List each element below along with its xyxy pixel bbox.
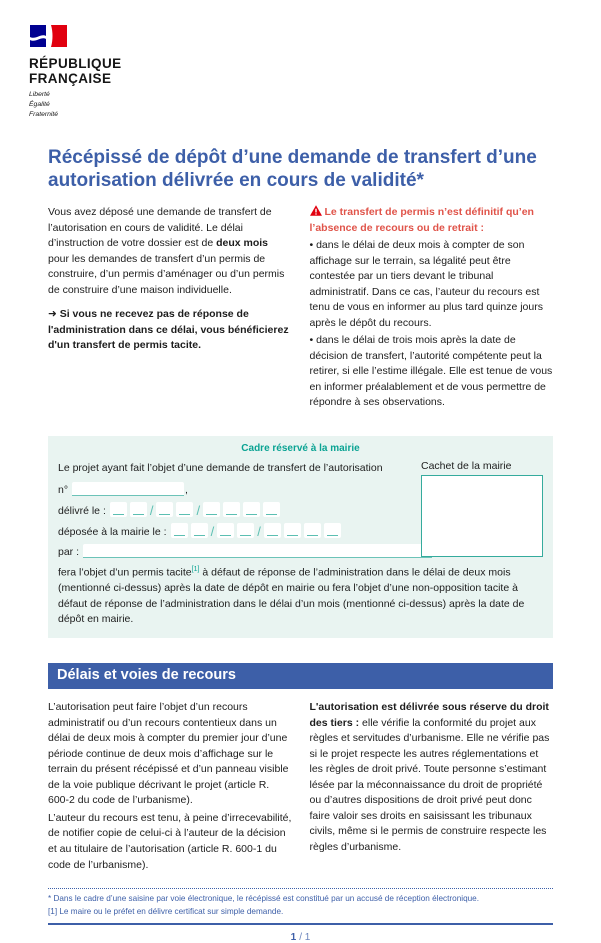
delivre-row: délivré le : / / bbox=[58, 502, 436, 517]
motto: Liberté Égalité Fraternité bbox=[29, 91, 59, 118]
mairie-reserved-box bbox=[48, 436, 553, 638]
numero-field[interactable] bbox=[72, 482, 184, 496]
mairie-form-fields bbox=[58, 461, 436, 558]
mairie-box-title: Cadre réservé à la mairie bbox=[241, 443, 360, 454]
date-digit-box[interactable] bbox=[217, 523, 234, 538]
recours-paragraph-2: L’auteur du recours est tenu, à peine d’irrecevabilité, de notifier copie de celui-ci à l’auteur de la décision et au titulaire de l’autorisation (article R. 600-1 du code de l’urbanisme). bbox=[48, 811, 292, 871]
delivre-date-input bbox=[110, 502, 283, 517]
deposee-row: déposée à la mairie le : / / bbox=[58, 523, 436, 538]
warning-bullet-1: • dans le délai de deux mois à compter de son affichage sur le terrain, sa légalité peut être contestée par un tiers devant le tribunal administratif. Dans ce cas, l’auteur du recours est tenu de vous en informer au plus tard quinze jours après le dépôt du recours. bbox=[309, 239, 543, 329]
warning-bullet-2: • dans le délai de trois mois après la date de décision de transfert, l’autorité compétente peut la retirer, si elle l’estime illégale. Elle est tenue de vous en informer préalablement et de vous permettre de répondre à ses observations. bbox=[309, 334, 553, 409]
footnote-ref-1: [1] bbox=[191, 565, 200, 573]
date-digit-box[interactable] bbox=[237, 523, 254, 538]
droit-des-tiers-paragraph: L'autorisation est délivrée sous réserve du droit des tiers : elle vérifie la conformité du projet aux règles et servitudes d’urbanisme. Elle ne vérifie pas si le projet respecte les autres réglementations et les règles de droit privé. Toute personne s’estimant lésée par la méconnaissance du droit de propriété ou d’autres dispositions de droit privé peut donc faire valoir ses droits en saisissant les tribunaux civils, même si le permis de construire respecte les règles d’urbanisme. bbox=[309, 701, 550, 853]
republique-francaise-logo bbox=[29, 24, 553, 120]
date-digit-box[interactable] bbox=[156, 502, 173, 517]
date-digit-box[interactable] bbox=[304, 523, 321, 538]
date-digit-box[interactable] bbox=[203, 502, 220, 517]
date-digit-box[interactable] bbox=[223, 502, 240, 517]
recours-paragraph-1: L’autorisation peut faire l’objet d’un recours administratif ou d’un recours contentieux dans un délai de deux mois à compter du premier jour d’une période continue de deux mois d’affichage sur le terrain du présent récépissé et d’un panneau visible de la voie publique décrivant le projet (article R. 600-2 du code de l’urbanisme). bbox=[48, 701, 289, 807]
numero-row: n° , bbox=[58, 483, 188, 496]
date-separator: / bbox=[210, 523, 215, 539]
arrow-icon: ➜ bbox=[48, 308, 60, 321]
warning-icon bbox=[310, 205, 322, 216]
date-separator: / bbox=[257, 523, 261, 539]
recours-left-column bbox=[48, 700, 292, 875]
intro-left-column bbox=[48, 205, 292, 413]
date-digit-box[interactable] bbox=[130, 502, 147, 517]
tacit-clause: fera l’objet d’un permis tacite[1] à défaut de réponse de l’administration dans le délai de deux mois (mentionné ci-dessus) après la date de dépôt en mairie ou fera l’objet d’une non-opposition tacite à défaut de réponse de l’administration dans le délai d’un mois (mentionné ci-dessus) après la date de dépôt en mairie. bbox=[58, 565, 525, 626]
date-digit-box[interactable] bbox=[284, 523, 301, 538]
date-digit-box[interactable] bbox=[243, 502, 260, 517]
date-digit-box[interactable] bbox=[191, 523, 208, 538]
cachet-stamp-box[interactable] bbox=[421, 475, 543, 557]
cachet-area bbox=[421, 460, 543, 557]
page-title: Récépissé de dépôt d’une demande de transfert d’une autorisation délivrée en cours de validité* bbox=[48, 146, 537, 191]
french-flag-icon bbox=[29, 24, 69, 48]
mairie-intro-line: Le projet ayant fait l’objet d’une demande de transfert de l’autorisation bbox=[58, 462, 383, 474]
tacit-permit-note: ➜ Si vous ne recevez pas de réponse de l'administration dans ce délai, vous bénéficierez d'un transfert de permis tacite. bbox=[48, 308, 289, 352]
intro-right-column bbox=[310, 205, 554, 413]
date-digit-box[interactable] bbox=[176, 502, 193, 517]
recours-section bbox=[48, 700, 553, 875]
footnote-1: [1] Le maire ou le préfet en délivre certificat sur simple demande. bbox=[48, 906, 284, 916]
recours-right-column bbox=[310, 700, 554, 875]
intro-section bbox=[48, 205, 553, 413]
cachet-label: Cachet de la mairie bbox=[421, 460, 512, 472]
date-digit-box[interactable] bbox=[264, 523, 281, 538]
date-digit-box[interactable] bbox=[171, 523, 188, 538]
par-field[interactable] bbox=[83, 544, 432, 558]
footer-rule bbox=[48, 923, 553, 925]
par-row: par : bbox=[58, 544, 436, 558]
date-separator: / bbox=[149, 502, 154, 518]
date-digit-box[interactable] bbox=[263, 502, 280, 517]
recours-section-banner: Délais et voies de recours bbox=[48, 663, 553, 689]
date-digit-box[interactable] bbox=[324, 523, 341, 538]
intro-paragraph: Vous avez déposé une demande de transfert de l’autorisation en cours de validité. Le délai d’instruction de votre dossier est de deux mois pour les demandes de transfert d’un permis de construire, d’un permis d’aménager ou d’un permis de construire d’une maison individuelle. bbox=[48, 206, 285, 296]
footnotes bbox=[48, 893, 553, 918]
dotted-separator bbox=[48, 888, 553, 889]
warning-heading: Le transfert de permis n’est définitif qu’en l’absence de recours ou de retrait : bbox=[309, 206, 534, 234]
date-separator: / bbox=[196, 502, 201, 518]
deposee-date-input bbox=[171, 523, 344, 538]
date-digit-box[interactable] bbox=[110, 502, 127, 517]
page-number: 1 / 1 bbox=[290, 932, 311, 943]
republic-name: RÉPUBLIQUE FRANÇAISE bbox=[29, 56, 122, 87]
footnote-star: * Dans le cadre d’une saisine par voie électronique, le récépissé est constitué par un accusé de réception électronique. bbox=[48, 894, 480, 904]
